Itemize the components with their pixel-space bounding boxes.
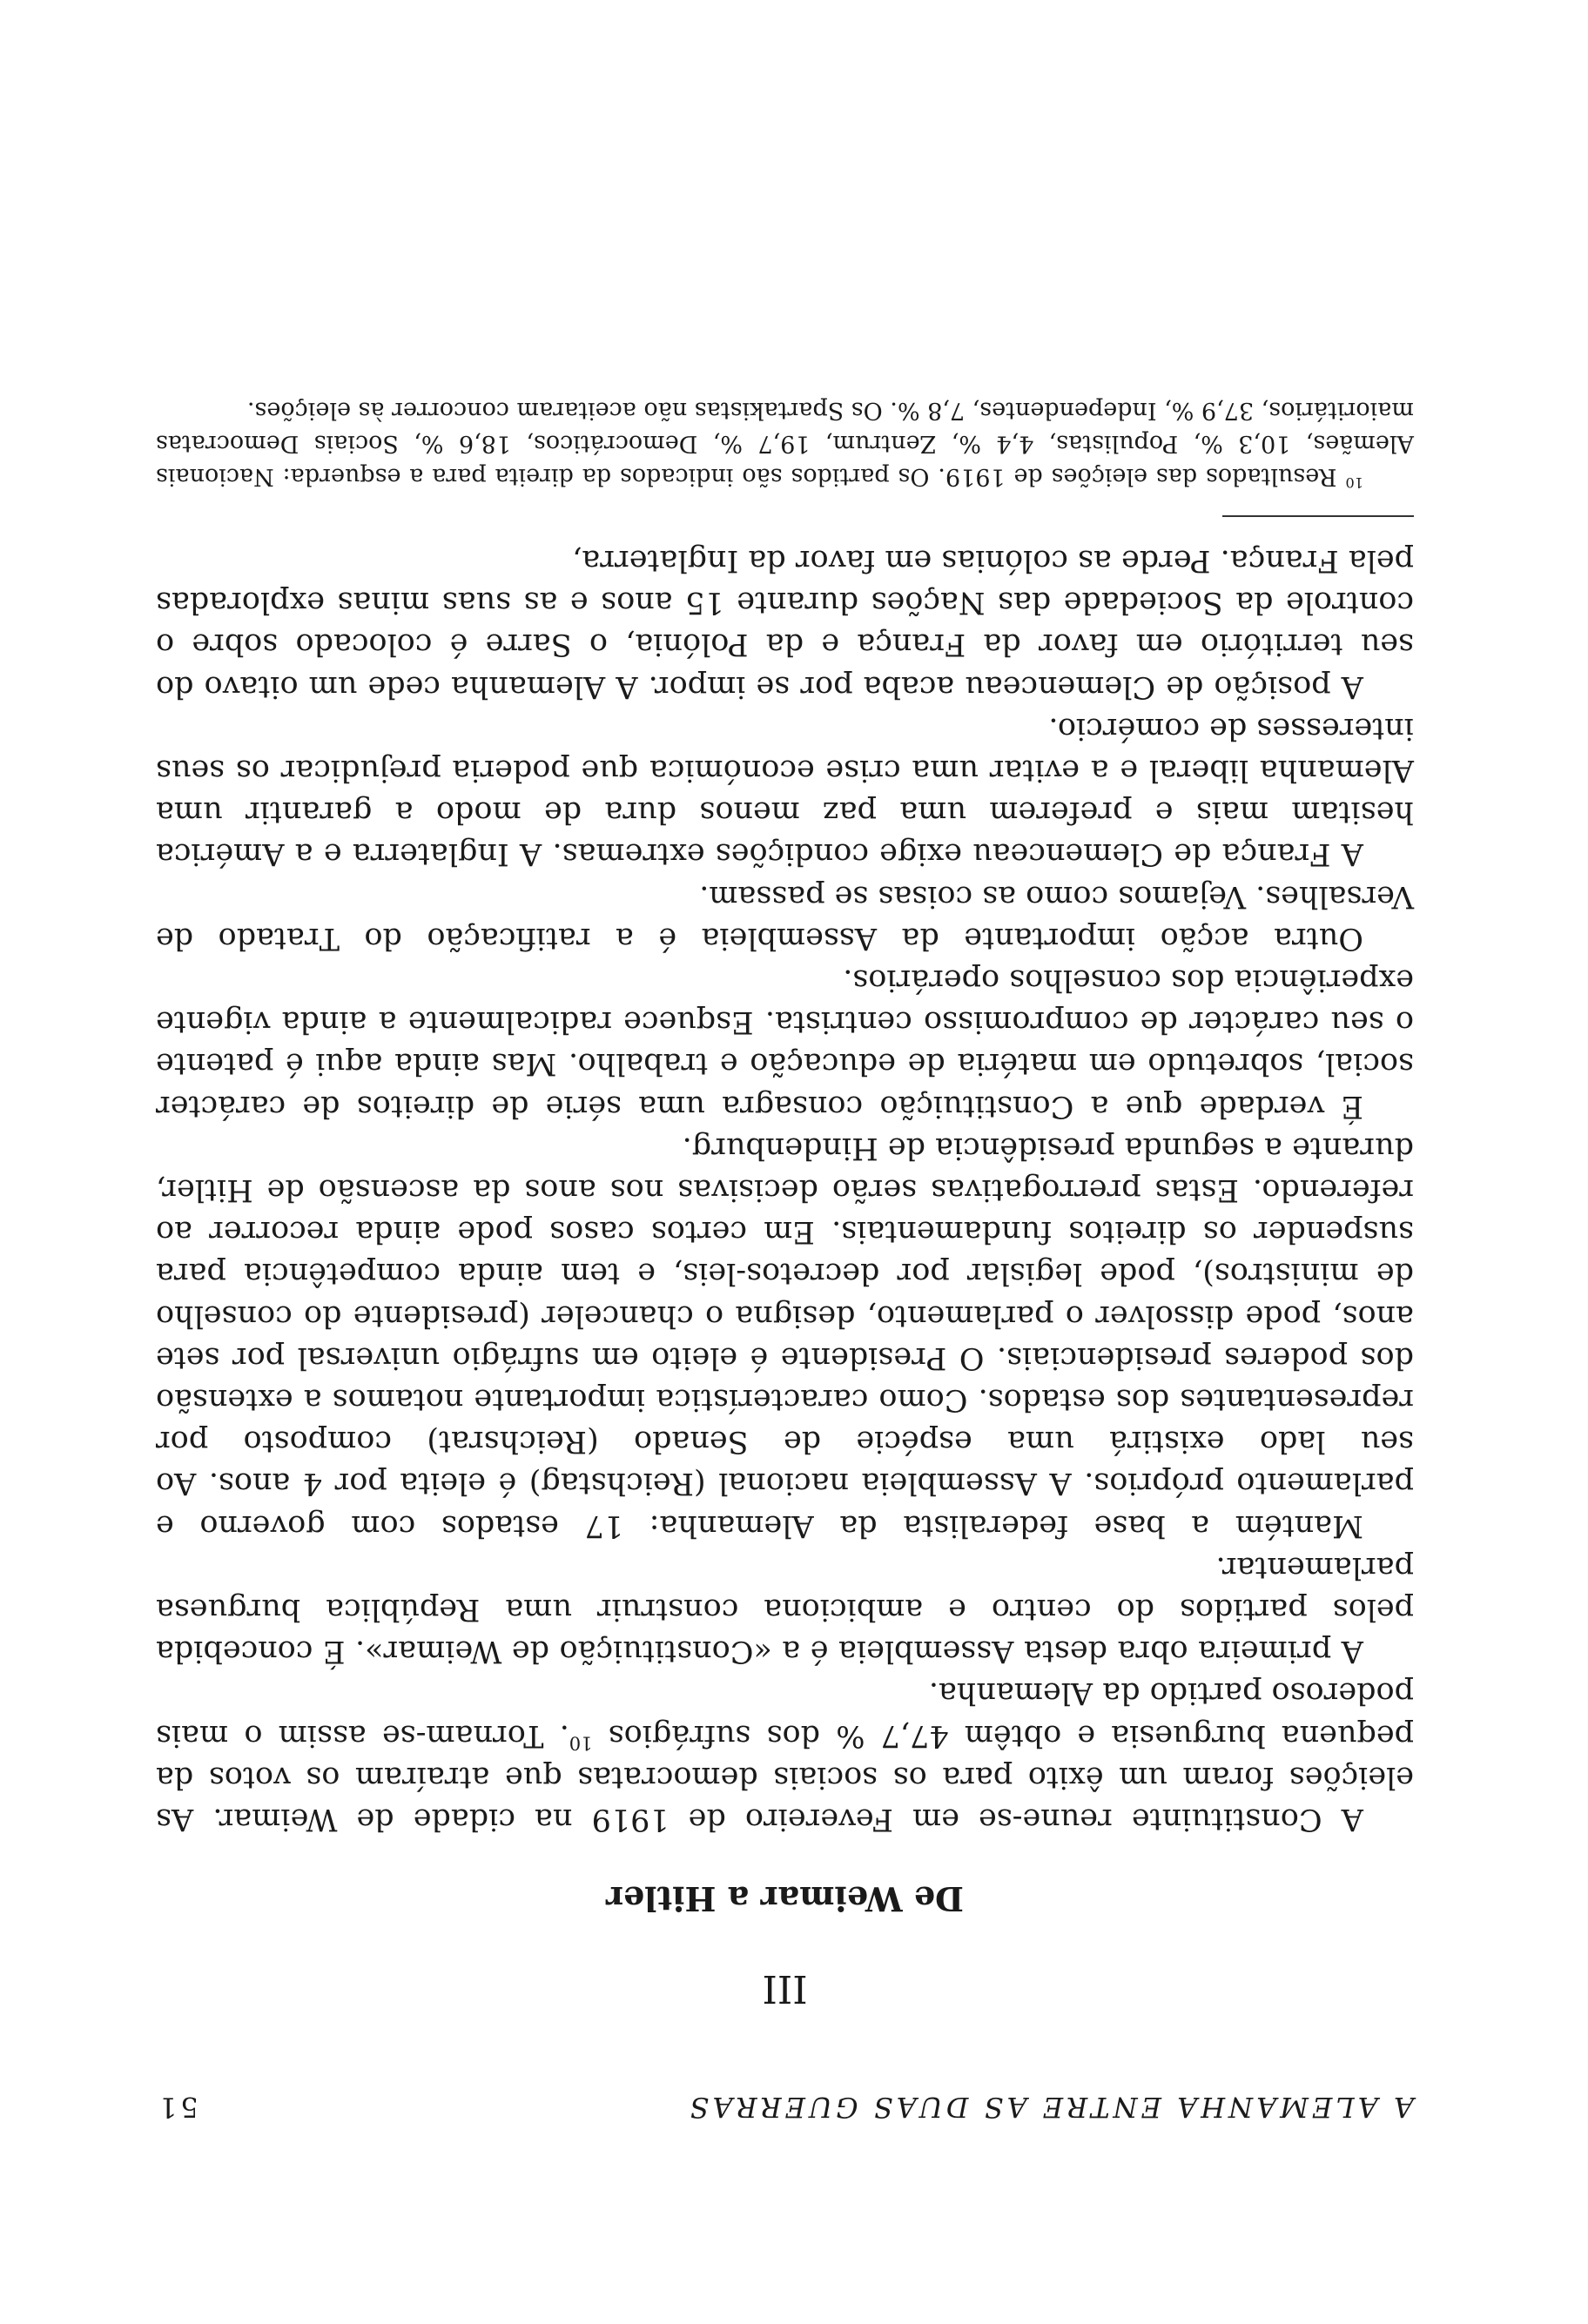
footnote-reference: 10 (569, 1732, 593, 1754)
paragraph-7: A posição de Clemenceau acaba por se impor. A Alemanha cede um oitavo do seu território em favor da França e da Polónia, o Sarre é colocado sobre o controle da Sociedade das Nações durante 15 anos e as suas minas exploradas pela França. Perde as colónias em favor da Inglaterra, (156, 542, 1414, 704)
page-number: 51 (156, 2091, 198, 2124)
page-content (156, 393, 1414, 2124)
footnote-text: Resultados das eleições de 1919. Os partidos são indicados da direita para a esquerda: Nacionais Alemães, 10,3 %, Populistas, 4,4 %, Zentrum, 19,7 %, Democráticos, 18,6 %, Sociais Democratas maioritários, 37,9 %, Independentes, 7,8 %. Os Spartakistas não aceitaram concorrer às eleições. (156, 396, 1414, 490)
paragraph-4: É verdade que a Constituição consagra uma série de direitos de carácter social, sobretudo em matéria de educação e trabalho. Mas ainda aqui é patente o seu carácter de compromisso centrista. Esquece radicalmente a ainda vigente experiência dos conselhos operários. (156, 962, 1414, 1124)
footnote-number: 10 (1345, 474, 1363, 491)
paragraph-5: Outra acção importante da Assembleia é a ratificação do Tratado de Versalhes. Vejamos como as coisas se passam. (156, 878, 1414, 956)
footnote-rule (1222, 515, 1414, 517)
running-head-title: A ALEMANHA ENTRE AS DUAS GUERRAS (686, 2091, 1414, 2124)
paragraph-6: A França de Clemenceau exige condições extremas. A Inglaterra e a América hesitam mais e preferem uma paz menos dura de modo a garantir uma Alemanha liberal e a evitar uma crise económica que poderia prejudicar os seus interesses de comércio. (156, 710, 1414, 872)
running-head (156, 2072, 1414, 2124)
body-text (156, 540, 1414, 1840)
chapter-number: III (762, 1966, 808, 2011)
paragraph-3: Mantém a base federalista da Alemanha: 17 estados com governo e parlamento próprios. A Assembleia nacional (Reichstag) é eleita por 4 anos. Ao seu lado existirá uma espécie de Senado (Reichsrat) composto por representantes dos estados. Como característica importante notamos a extensão dos poderes presidenciais. O Presidente é eleito em sufrágio universal por sete anos, pode dissolver o parlamento, designa o chanceler (presidente do conselho de ministros), pode legislar por decretos-leis, e tem ainda competência para suspender os direitos fundamentais. Em certos casos pode ainda recorrer ao referendo. Estas prerrogativas serão decisivas nos anos da ascensão de Hitler, durante a segunda presidência de Hindenburg. (156, 1130, 1414, 1543)
paragraph-1-tail: . Tornam-se assim o mais poderoso partido da Alemanha. (155, 1676, 1414, 1753)
paragraph-2: A primeira obra desta Assembleia é a «Constituição de Weimar». É concebida pelos partidos do centro e ambiciona construir uma República burguesa parlamentar. (156, 1549, 1414, 1669)
footnote (156, 393, 1414, 493)
paragraph-1 (156, 1672, 1414, 1840)
footnote-text-block (156, 393, 1414, 493)
chapter-title: De Weimar a Hitler (606, 1879, 965, 1918)
paragraph-1-text: A Constituinte reune-se em Fevereiro de 1919 na cidade de Weimar. As eleições foram um êxito para os sociais democratas que atraíram os votos da pequena burguesia e obtêm 47,7 % dos sufrágios (156, 1717, 1414, 1837)
